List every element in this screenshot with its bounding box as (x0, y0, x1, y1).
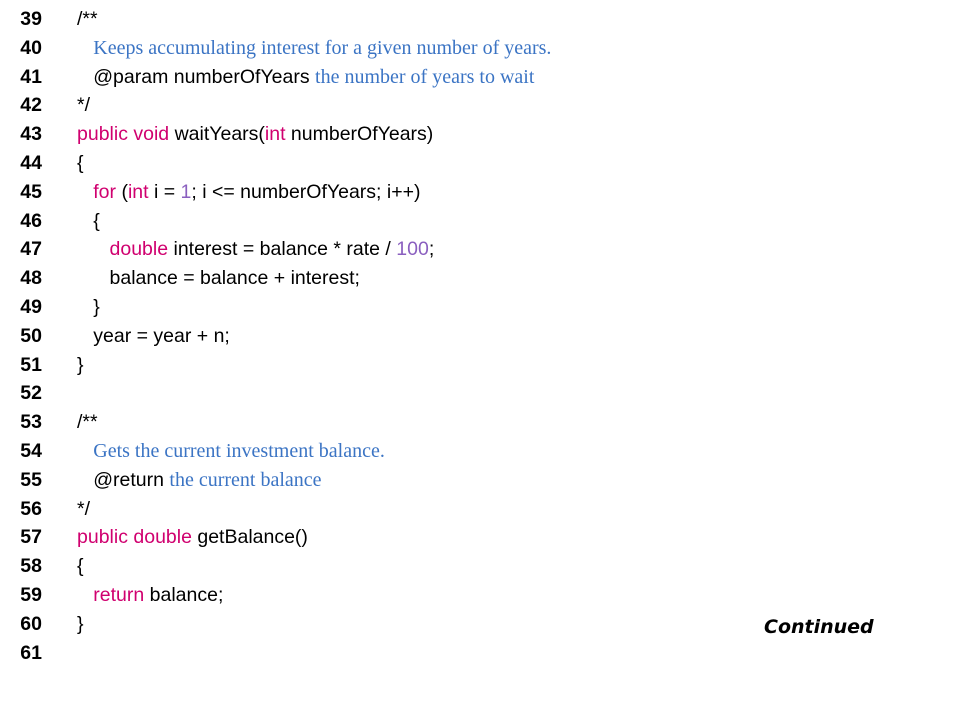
line-number: 61 (20, 641, 42, 664)
code-token (77, 584, 93, 606)
code-line (0, 178, 960, 207)
code-line (0, 34, 960, 63)
code-line (0, 408, 960, 437)
line-number: 44 (20, 151, 42, 174)
code-text (77, 5, 98, 34)
code-text (77, 63, 534, 92)
code-token (77, 440, 93, 462)
code-token: /** (77, 8, 98, 30)
line-number: 45 (20, 180, 42, 203)
code-text (77, 34, 551, 63)
code-token: /** (77, 411, 98, 434)
code-text (77, 178, 420, 207)
code-line (0, 63, 960, 92)
code-text (77, 408, 98, 437)
code-token: numberOfYears) (285, 123, 434, 146)
line-number: 52 (20, 382, 42, 405)
line-number: 54 (20, 439, 42, 462)
code-token: { (77, 209, 100, 232)
code-line (0, 351, 960, 380)
line-number: 56 (20, 497, 42, 520)
keyword-token: double (133, 526, 192, 549)
code-token: ; (428, 238, 435, 261)
code-token: { (77, 151, 84, 174)
code-line (0, 293, 960, 322)
code-text (77, 610, 84, 639)
code-line (0, 523, 960, 552)
code-token (77, 238, 110, 260)
code-text (77, 149, 84, 178)
line-number: 59 (20, 583, 42, 606)
code-token: getBalance() (191, 526, 308, 549)
line-number: 48 (20, 267, 42, 290)
code-token: interest = balance * rate / (168, 238, 397, 261)
keyword-token: public (77, 526, 128, 549)
keyword-token: void (133, 123, 170, 146)
code-text (77, 552, 84, 581)
code-line (0, 639, 960, 668)
keyword-token: int (127, 180, 149, 203)
code-text (77, 264, 360, 293)
code-line (0, 495, 960, 524)
code-token: } (77, 295, 100, 318)
code-line (0, 581, 960, 610)
code-text (77, 437, 385, 466)
doc-comment-text: Keeps accumulating interest for a given number of years. (93, 36, 552, 59)
code-token: balance = balance + interest; (77, 267, 360, 290)
code-token: i = (148, 180, 181, 203)
code-text (77, 523, 308, 552)
keyword-token: double (109, 238, 169, 261)
code-text (77, 120, 433, 149)
code-text (77, 91, 90, 120)
code-text (77, 351, 84, 380)
code-token: } (77, 353, 84, 376)
code-line (0, 5, 960, 34)
code-text (77, 322, 230, 351)
keyword-token: int (264, 123, 286, 146)
code-text (77, 235, 434, 264)
code-token: ; i <= numberOfYears; i++) (191, 180, 421, 203)
doc-comment-text: the current balance (169, 468, 322, 491)
code-token: @param numberOfYears (77, 65, 316, 88)
code-text (77, 495, 90, 524)
code-line (0, 235, 960, 264)
keyword-token: return (93, 583, 145, 606)
code-text (77, 466, 322, 495)
code-line (0, 91, 960, 120)
code-line (0, 437, 960, 466)
code-line (0, 149, 960, 178)
keyword-token: for (93, 180, 117, 203)
line-number: 43 (20, 123, 42, 146)
code-token: balance; (144, 583, 224, 606)
line-number: 42 (20, 94, 42, 117)
code-token: year = year + n; (77, 324, 230, 347)
code-token: */ (77, 94, 91, 117)
line-number: 39 (20, 8, 42, 30)
code-text (77, 207, 100, 236)
line-number: 46 (20, 209, 42, 232)
code-text (77, 293, 100, 322)
line-number: 50 (20, 324, 42, 347)
line-number: 49 (20, 295, 42, 318)
code-token (77, 37, 93, 59)
code-token (77, 181, 93, 203)
line-number: 47 (20, 238, 42, 261)
number-token: 1 (180, 180, 192, 203)
line-number: 40 (20, 36, 42, 59)
code-line (0, 322, 960, 351)
code-line (0, 264, 960, 293)
number-token: 100 (396, 238, 429, 261)
code-token: { (77, 555, 84, 578)
continued-label: Continued (764, 616, 874, 638)
line-number: 51 (20, 353, 42, 376)
code-text (77, 581, 223, 610)
line-number: 55 (20, 468, 42, 491)
code-token: @return (77, 468, 170, 491)
keyword-token: public (77, 123, 128, 146)
code-token: waitYears( (169, 123, 265, 146)
code-listing (0, 5, 960, 667)
line-number: 57 (20, 526, 42, 549)
code-line (0, 120, 960, 149)
code-token: ( (116, 180, 128, 203)
code-line (0, 466, 960, 495)
line-number: 53 (20, 411, 42, 434)
code-line (0, 552, 960, 581)
line-number: 41 (20, 65, 42, 88)
code-token: */ (77, 497, 91, 520)
doc-comment-text: the number of years to wait (315, 65, 535, 88)
code-line (0, 207, 960, 236)
line-number: 60 (20, 612, 42, 635)
doc-comment-text: Gets the current investment balance. (93, 439, 385, 462)
code-token: } (77, 612, 84, 635)
code-line (0, 379, 960, 408)
line-number: 58 (20, 555, 42, 578)
